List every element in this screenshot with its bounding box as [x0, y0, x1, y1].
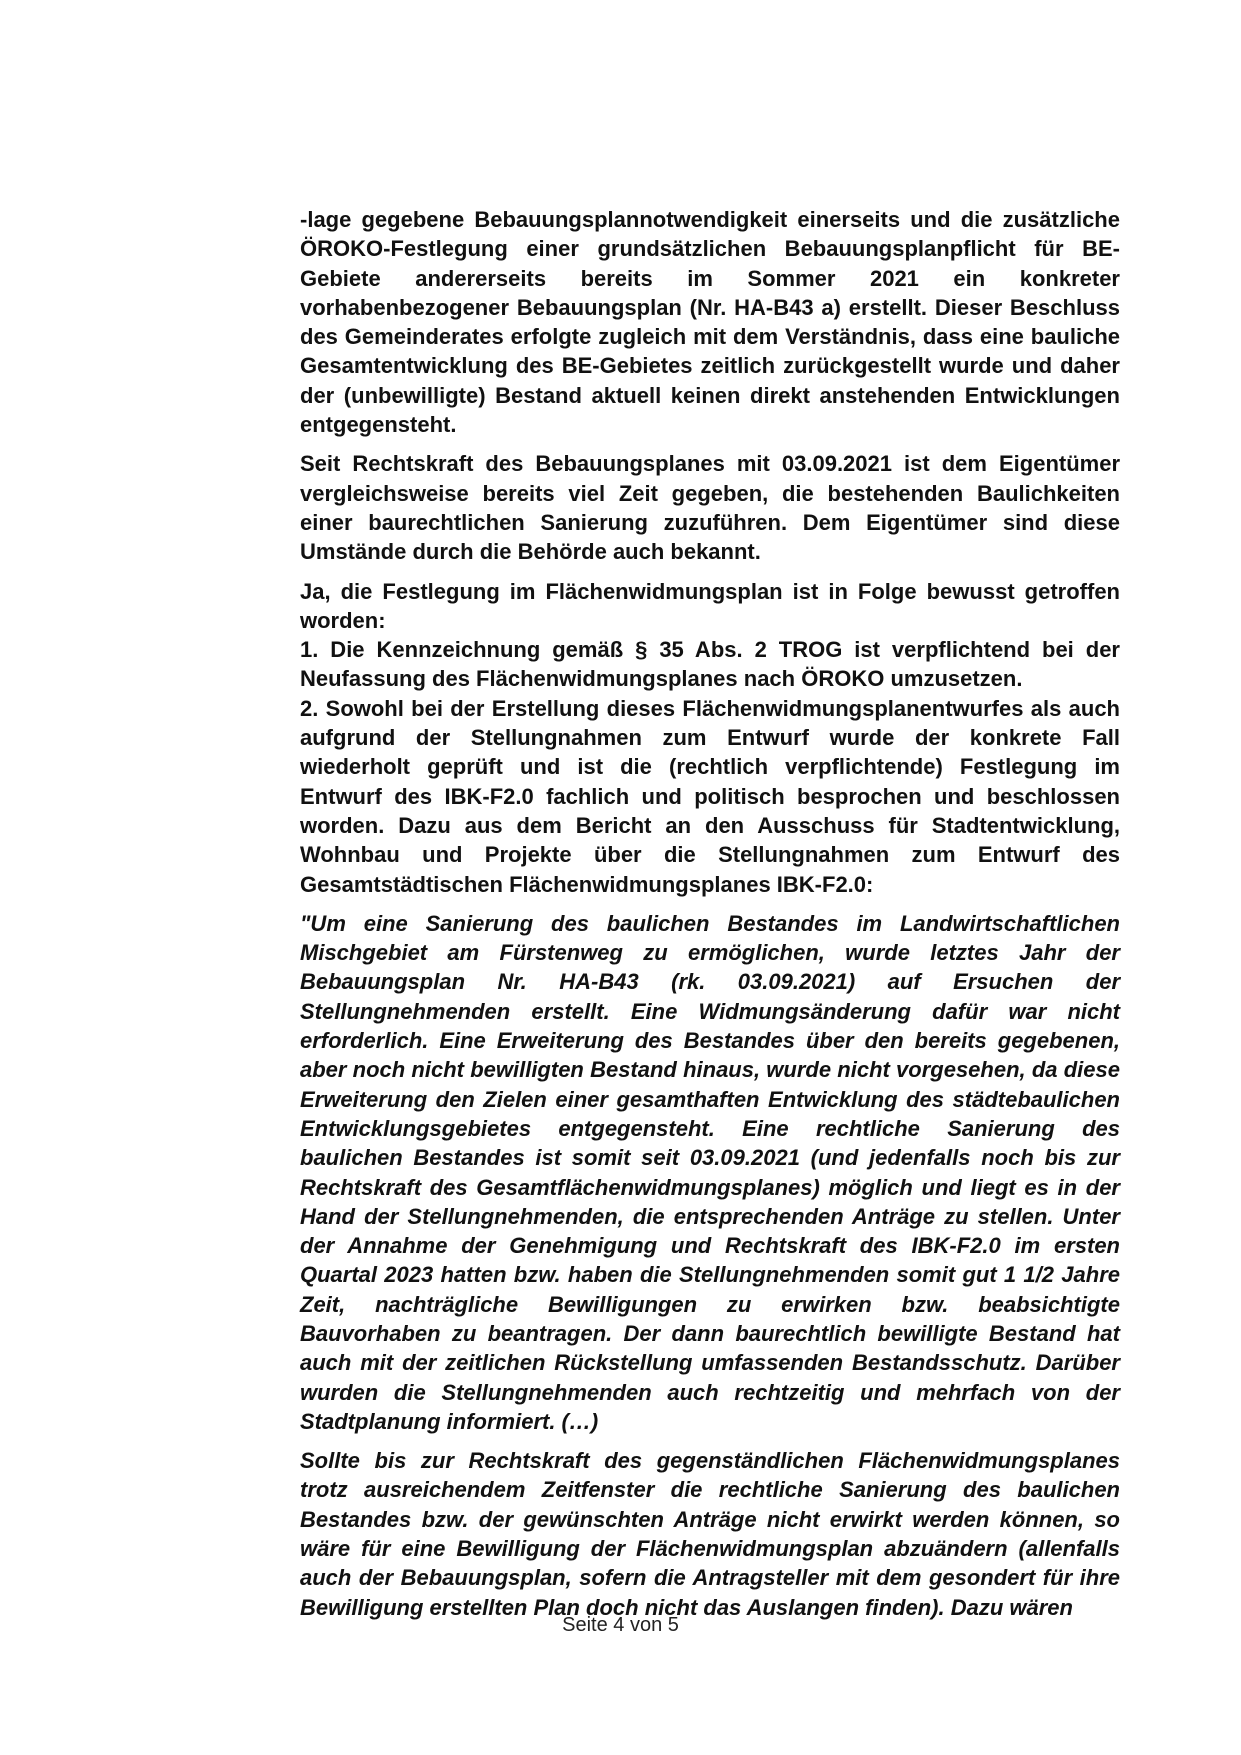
- paragraph-continuation: -lage gegebene Bebauungsplannotwendigkeit einerseits und die zusätzliche ÖROKO-Festlegung einer grundsätzlichen Bebauungsplanpflicht für BE-Gebiete andererseits bereits im Sommer 2021 ein konkreter vorhabenbezogener Bebauungsplan (Nr. HA-B43 a) erstellt. Dieser Beschluss des Gemeinderates erfolgte zugleich mit dem Verständnis, dass eine bauliche Gesamtentwicklung des BE-Gebietes zeitlich zurückgestellt wurde und daher der (unbewilligte) Bestand aktuell keinen direkt anstehenden Entwicklungen entgegensteht.: [300, 207, 1120, 438]
- page-number: Seite 4 von 5: [562, 1614, 679, 1636]
- quote-paragraph-2: Sollte bis zur Rechtskraft des gegenständlichen Flächenwidmungsplanes trotz ausreichendem Zeitfenster die rechtliche Sanierung des baulichen Bestandes bzw. der gewünschten Anträge nicht erwirkt werden können, so wäre für eine Bewilligung der Flächenwidmungsplan abzuändern (allenfalls auch der Bebauungsplan, sofern die Antragsteller mit dem gesondert für ihre Bewilligung erstellten Plan doch nicht das Auslangen finden). Dazu wären: [300, 1448, 1120, 1620]
- list-item-1: 1. Die Kennzeichnung gemäß § 35 Abs. 2 TROG ist verpflichtend bei der Neufassung des Flächenwidmungsplanes nach ÖROKO umzusetzen.: [300, 637, 1120, 692]
- paragraph-decision-intro: Ja, die Festlegung im Flächenwidmungsplan ist in Folge bewusst getroffen worden:: [300, 578, 1120, 633]
- body-text: [300, 205, 1120, 1632]
- list-item-2: 2. Sowohl bei der Erstellung dieses Flächenwidmungsplanentwurfes als auch aufgrund der Stellungnahmen zum Entwurf wurde der konkrete Fall wiederholt geprüft und ist die (rechtlich verpflichtende) Festlegung im Entwurf des IBK-F2.0 fachlich und politisch besprochen und beschlossen worden. Dazu aus dem Bericht an den Ausschuss für Stadtentwicklung, Wohnbau und Projekte über die Stellungnahmen zum Entwurf des Gesamtstädtischen Flächenwidmungsplanes IBK-F2.0:: [300, 695, 1120, 897]
- quote-paragraph-1: "Um eine Sanierung des baulichen Bestandes im Landwirtschaftlichen Mischgebiet am Fürstenweg zu ermöglichen, wurde letztes Jahr der Bebauungsplan Nr. HA-B43 (rk. 03.09.2021) auf Ersuchen der Stellungnehmenden erstellt. Eine Widmungsänderung dafür war nicht erforderlich. Eine Erweiterung des Bestandes über den bereits gegebenen, aber noch nicht bewilligten Bestand hinaus, wurde nicht vorgesehen, da diese Erweiterung den Zielen einer gesamthaften Entwicklung des städtebaulichen Entwicklungsgebietes entgegensteht. Eine rechtliche Sanierung des baulichen Bestandes ist somit seit 03.09.2021 (und jedenfalls noch bis zur Rechtskraft des Gesamtflächenwidmungsplanes) möglich und liegt es in der Hand der Stellungnehmenden, die entsprechenden Anträge zu stellen. Unter der Annahme der Genehmigung und Rechtskraft des IBK-F2.0 im ersten Quartal 2023 hatten bzw. haben die Stellungnehmenden somit gut 1 1/2 Jahre Zeit, nachträgliche Bewilligungen zu erwirken bzw. beabsichtigte Bauvorhaben zu beantragen. Der dann baurechtlich bewilligte Bestand hat auch mit der zeitlichen Rückstellung umfassenden Bestandsschutz. Darüber wurden die Stellungnehmenden auch rechtzeitig und mehrfach von der Stadtplanung informiert. (…): [300, 910, 1120, 1434]
- paragraph-legal-force: Seit Rechtskraft des Bebauungsplanes mit 03.09.2021 ist dem Eigentümer vergleichsweise bereits viel Zeit gegeben, die bestehenden Baulichkeiten einer baurechtlichen Sanierung zuzuführen. Dem Eigentümer sind diese Umstände durch die Behörde auch bekannt.: [300, 451, 1120, 565]
